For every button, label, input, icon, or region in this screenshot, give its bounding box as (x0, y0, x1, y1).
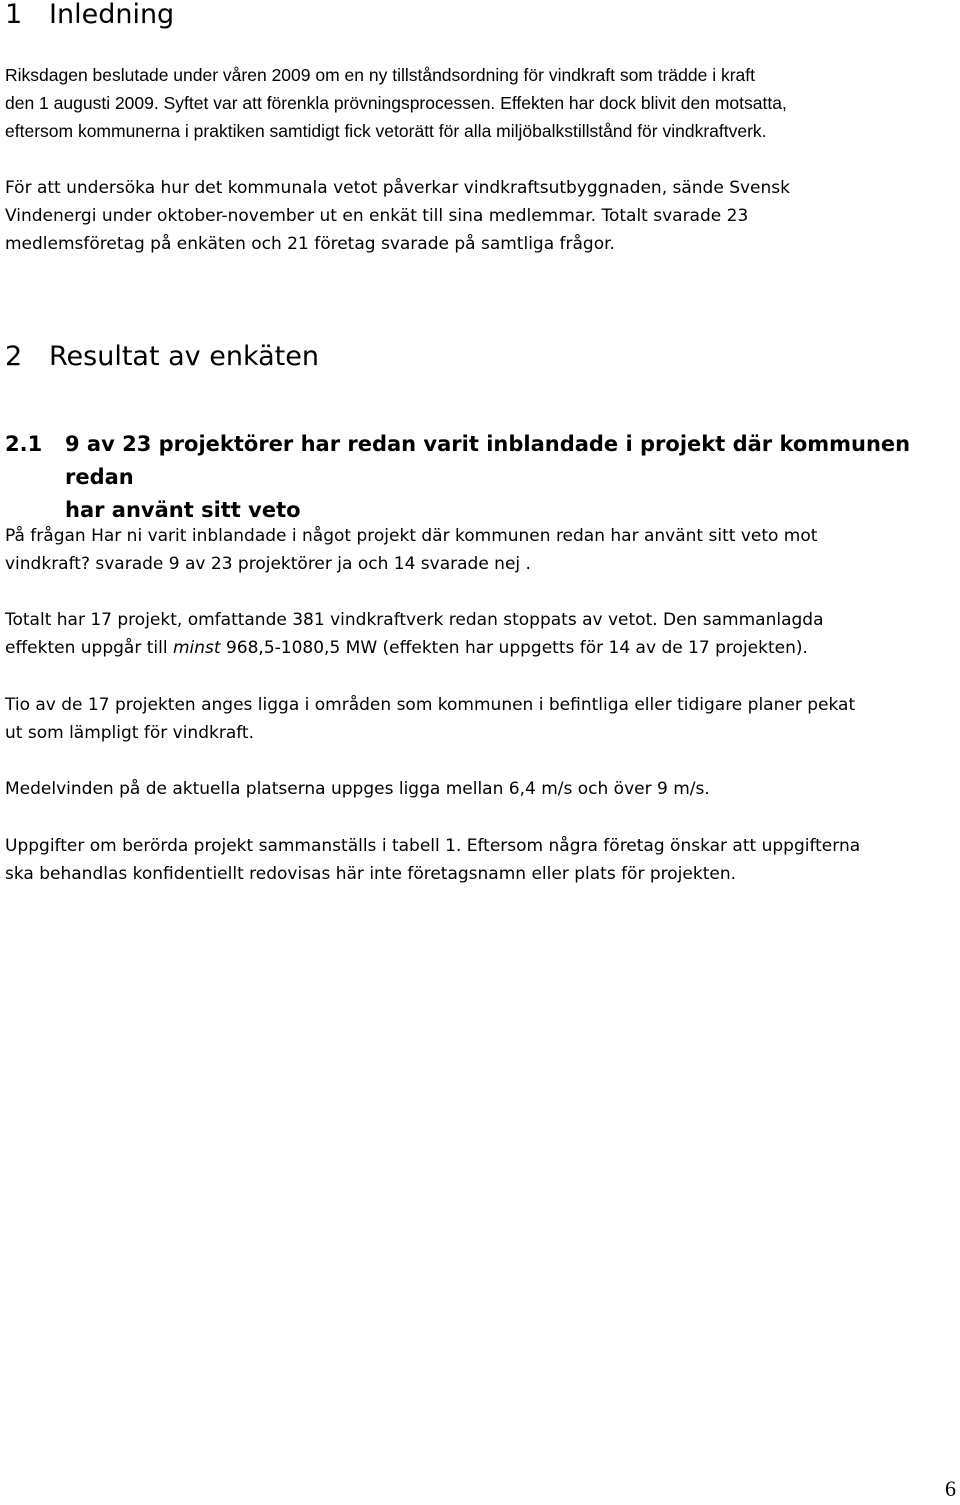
stopped-projects-paragraph (5, 606, 950, 662)
survey-line-2: Vindenergi under oktober-november ut en enkät till sina medlemmar. Totalt svarade 23 (5, 206, 749, 226)
stopped-line-2 (5, 634, 950, 662)
section-1-heading (5, 0, 174, 30)
section-2-1-title-line-1: 9 av 23 projektörer har redan varit inblandade i projekt där kommunen redan (65, 432, 911, 489)
section-2-1-heading (5, 428, 950, 527)
question-paragraph (5, 522, 950, 578)
planning-paragraph (5, 691, 950, 747)
survey-line-1: För att undersöka hur det kommunala vetot påverkar vindkraftsutbyggnaden, sände Svensk (5, 178, 790, 198)
planning-line-2: ut som lämpligt för vindkraft. (5, 723, 254, 743)
intro-line-1: Riksdagen beslutade under våren 2009 om en ny tillståndsordning för vindkraft som trädde i kraft (5, 65, 756, 85)
section-2-1-title-line-2: har använt sitt veto (65, 498, 301, 522)
wind-speed-paragraph (5, 775, 950, 803)
table-reference-paragraph (5, 832, 950, 888)
section-1-number: 1 (5, 0, 23, 30)
question-line-1: På frågan Har ni varit inblandade i något projekt där kommunen redan har använt sitt veto mot (5, 526, 818, 546)
section-2-heading (5, 342, 319, 372)
section-2-number: 2 (5, 341, 23, 372)
stopped-line-2-after: 968,5-1080,5 MW (effekten har uppgetts för 14 av de 17 projekten). (220, 638, 808, 658)
section-2-1-number: 2.1 (5, 432, 43, 456)
question-line-2: vindkraft? svarade 9 av 23 projektörer ja och 14 svarade nej . (5, 554, 531, 574)
table-reference-line-1: Uppgifter om berörda projekt sammanställs i tabell 1. Eftersom några företag önskar att uppgifterna (5, 836, 861, 856)
stopped-line-1: Totalt har 17 projekt, omfattande 381 vindkraftverk redan stoppats av vetot. Den sammanlagda (5, 610, 824, 630)
survey-paragraph (5, 174, 950, 258)
survey-line-3: medlemsföretag på enkäten och 21 företag svarade på samtliga frågor. (5, 234, 615, 254)
page-number: 6 (945, 1476, 956, 1501)
section-1-title: Inledning (49, 0, 175, 30)
table-reference-line-2: ska behandlas konfidentiellt redovisas här inte företagsnamn eller plats för projekten. (5, 864, 736, 884)
intro-line-3: eftersom kommunerna i praktiken samtidigt fick vetorätt för alla miljöbalkstillstånd för vindkraftverk. (5, 121, 767, 141)
section-2-title: Resultat av enkäten (49, 341, 319, 372)
stopped-line-2-before: effekten uppgår till (5, 638, 173, 658)
intro-line-2: den 1 augusti 2009. Syftet var att förenkla prövningsprocessen. Effekten har dock blivit den motsatta, (5, 93, 787, 113)
wind-speed-line-1: Medelvinden på de aktuella platserna uppges ligga mellan 6,4 m/s och över 9 m/s. (5, 779, 710, 799)
planning-line-1: Tio av de 17 projekten anges ligga i områden som kommunen i befintliga eller tidigare planer pekat (5, 695, 856, 715)
intro-paragraph (5, 61, 950, 145)
stopped-line-2-emphasis: minst (172, 638, 221, 658)
